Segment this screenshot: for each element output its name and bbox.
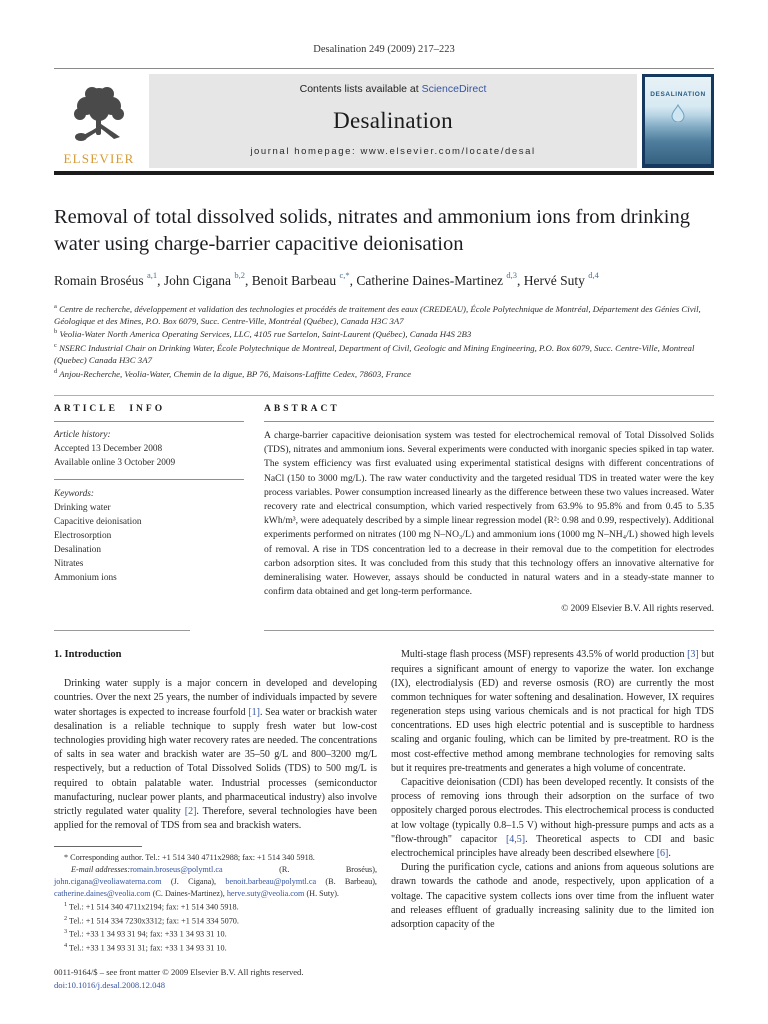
- cover-journal-title: DESALINATION: [650, 91, 706, 98]
- author: Catherine Daines-Martinez $^{d,3}$,: [356, 270, 524, 288]
- author-list: [54, 271, 714, 289]
- citation-link[interactable]: [2]: [184, 805, 197, 817]
- divider: [54, 395, 714, 396]
- email-link[interactable]: benoit.barbeau@polymtl.ca: [225, 877, 317, 887]
- imprint-footer: [54, 966, 377, 991]
- email-link[interactable]: catherine.daines@veolia.com: [54, 889, 151, 898]
- left-column: [54, 648, 377, 991]
- keyword: Electrosorption: [54, 530, 112, 541]
- affiliation: $^d$ Anjou-Recherche, Veolia-Water, Chemin de la digue, BP 76, Maisons-Laffitte Cedex, 78603, France: [54, 367, 412, 379]
- affiliation: $^c$ NSERC Industrial Chair on Drinking Water, École Polytechnique de Montreal, Department of Civil, Geologic and Mining Engineering, P.O. Box 6079, Succ. Centre-Ville, Montreal (Quebec) Canada H3C 3A7: [54, 341, 695, 366]
- journal-banner: [54, 74, 714, 168]
- divider: [54, 68, 714, 69]
- citation-link[interactable]: [4,5]: [505, 833, 526, 845]
- telephone-note: $^2$ Tel.: +1 514 334 7230x3312; fax: +1 514 334 5070.: [64, 914, 239, 926]
- author: Benoit Barbeau $^{c,*}$,: [251, 270, 357, 288]
- divider: [54, 630, 190, 631]
- author-affiliation-marker: d,4: [588, 270, 599, 281]
- homepage-label: journal homepage:: [250, 146, 361, 157]
- keyword: Nitrates: [54, 558, 84, 569]
- abstract-heading: ABSTRACT: [264, 404, 340, 415]
- email-link[interactable]: john.cigana@veoliawaterna.com: [54, 877, 162, 887]
- keywords-block: [54, 488, 252, 586]
- history-item: Available online 3 October 2009: [54, 457, 176, 468]
- affiliation: $^a$ Centre de recherche, développement et validation des technologies et procédés de traitement des eaux (CREDEAU), École Polytechnique de Montréal, Département des Génies Civil, Géologique et des Mines, P.O. Box 6079, Succ. Centre-Ville, Montréal (Québec), Canada H3C 3A7: [54, 302, 701, 326]
- keyword: Desalination: [54, 544, 101, 555]
- body-paragraph: Drinking water supply is a major concern in developed and developing countries. Over the next 25 years, the number of individuals impacted by severe water shortages is expected to increase fourfold [1]. Sea water or brackish water desalination is a reliable technique to supply fresh water but low-cost technologies providing high water recovery rates are needed. The concentrations of salts in sea water and brackish water are 35–50 g/L and 800–3200 mg/L respectively, but a reduction of Total Dissolved Solids (TDS) to 500 mg/L is required to obtain palatable water. Industrial processes (semiconductor manufacturing, nuclear power plants, and pharmaceutical industry) also involve strictly regulated water quality [2]. Therefore, several technologies have been applied for the removal of TDS from sea and brackish waters.: [54, 678, 377, 832]
- elsevier-wordmark: ELSEVIER: [63, 151, 135, 166]
- keyword: Capacitive deionisation: [54, 516, 142, 527]
- affiliation-list: [54, 302, 714, 381]
- article-history: [54, 429, 252, 471]
- doi-link[interactable]: doi:10.1016/j.desal.2008.12.048: [54, 979, 165, 990]
- water-droplet-icon: [671, 104, 685, 122]
- article-info-heading: ARTICLE INFO: [54, 404, 166, 415]
- email-link[interactable]: herve.suty@veolia.com: [226, 889, 305, 898]
- elsevier-logo: [54, 74, 144, 168]
- body-paragraph: Capacitive deionisation (CDI) has been developed recently. It consists of the process of removing ions through their adsorption on the surface of two oppositely charged porous electrodes. This electrochemical process is conducted at low voltage (typically 0.8–1.5 V) without high-pressure pumps and acts as a "flow-through" capacitor [4,5]. Theoretical aspects to CDI and basic electrochemical principles have already been described elsewhere [6].: [391, 777, 714, 859]
- journal-cover-thumbnail: [642, 74, 714, 168]
- footnotes-block: [54, 852, 377, 954]
- keyword: Ammonium ions: [54, 572, 117, 583]
- right-column: [391, 648, 714, 991]
- abstract-text: A charge-barrier capacitive deionisation system was tested for electrochemical removal of Total Dissolved Solids (TDS), nitrates and ammonium ions. Several experiments were conducted with inorganic species spiked in tap water. The system efficiency was first evaluated using experimental statistical designs with different concentrations of NaCl (150 to 3000 mg/L). The raw water conductivity and the targeted residual TDS in treated water were the key process variables. Power consumption increased linearly as the difference between these two values increased. Water recovery rate and electrical consumption, which varied respectively from 63.9% to 95.8% and from 0.45 to 5.35 kWh/m³, were adequately described by a simple linear regression model (R²: 0.98 and 0.99, respectively). Additional experiments performed on nitrates (100 mg N–NO₃/L) and ammonium ions (1000 mg N–NH₄/L) showed high levels of removal. A rise in TDS concentration led to a decrease in their removal due to the competition for electrodes carbon adsorption sites. It was concluded from this study that this technology offers an innovative alternative for demineralising water. However, assays should be conducted in natural waters and in a steady-state manner to confirm data obtained and get long-term performance.: [264, 430, 714, 598]
- affiliation: $^b$ Veolia-Water North America Operating Services, LLC, 4105 rue Sartelon, Saint-Laurent (Québec), Canada H4S 2B3: [54, 328, 472, 340]
- author-affiliation-marker: a,1: [147, 270, 158, 281]
- homepage-url-link[interactable]: www.elsevier.com/locate/desal: [360, 146, 536, 157]
- article-history-label: Article history:: [54, 430, 111, 441]
- article-info-column: [54, 404, 252, 614]
- elsevier-tree-icon: [70, 84, 128, 150]
- abstract-column: [264, 404, 714, 614]
- author: Romain Broséus $^{a,1}$,: [54, 270, 164, 288]
- telephone-note: $^3$ Tel.: +33 1 34 93 31 94; fax: +33 1 34 93 31 10.: [64, 928, 227, 939]
- journal-homepage-line: [250, 146, 535, 157]
- telephone-note: $^4$ Tel.: +33 1 34 93 31 31; fax: +33 1 34 93 31 10.: [64, 941, 227, 953]
- citation-link[interactable]: [1]: [248, 706, 260, 718]
- journal-citation: Desalination 249 (2009) 217–223: [313, 44, 455, 55]
- divider: [264, 630, 714, 631]
- contents-lists-line: [300, 83, 487, 95]
- author-affiliation-marker: c,*: [339, 270, 350, 281]
- corresponding-author-note: * Corresponding author. Tel.: +1 514 340 4711x2988; fax: +1 514 340 5918.: [64, 853, 315, 863]
- citation-link[interactable]: [6]: [656, 847, 669, 859]
- journal-masthead: [149, 74, 637, 168]
- article-body: [54, 648, 714, 991]
- section-dividers: [54, 630, 714, 631]
- body-paragraph: Multi-stage flash process (MSF) represents 43.5% of world production [3] but requires a significant amount of energy to vaporize the water. Ion exchange (IX), electrodialysis (ED) and reverse osmosis (RO) are currently the most common techniques for water softening and desalination. However, IX requires regeneration steps using various chemicals and is not practical for high TDS concentrations. ED uses high electric potential and is susceptible to hardness scaling and organic fouling, which can be limited by pre-treatment. RO is the most cost-effective method among membrane technologies for removing salts but it requires pre-treatments and generates a high volume of concentrate.: [391, 649, 715, 774]
- author-affiliation-marker: d,3: [506, 270, 517, 281]
- divider: [264, 421, 714, 422]
- section-heading-introduction: 1. Introduction: [54, 649, 122, 661]
- contents-lists-text: Contents lists available at: [299, 83, 422, 95]
- email-link[interactable]: romain.broseus@polymtl.ca: [130, 865, 223, 875]
- divider: [54, 479, 244, 480]
- copyright-line: © 2009 Elsevier B.V. All rights reserved.: [561, 604, 714, 615]
- front-matter-line: 0011-9164/$ – see front matter © 2009 Elsevier B.V. All rights reserved.: [54, 967, 304, 978]
- author: Hervé Suty $^{d,4}$: [523, 270, 599, 288]
- body-paragraph: During the purification cycle, cations and anions from aqueous solutions are drawn towards the cathode and anode, respectively, upon application of a voltage. The capacitive system collects ions over time from the influent water and releases effluent of gradually increasing salinity due to the limited ion adsorption capacity of the: [391, 862, 714, 930]
- telephone-note: $^1$ Tel.: +1 514 340 4711x2194; fax: +1 514 340 5918.: [64, 900, 239, 912]
- keywords-label: Keywords:: [54, 488, 94, 499]
- history-item: Accepted 13 December 2008: [54, 444, 163, 455]
- keyword: Drinking water: [54, 502, 111, 513]
- journal-cover-image: [645, 77, 711, 164]
- header-rule-bar: [54, 171, 714, 175]
- author: John Cigana $^{b,2}$,: [163, 270, 252, 288]
- footnote-divider: [54, 846, 142, 847]
- sciencedirect-link[interactable]: ScienceDirect: [421, 83, 487, 95]
- email-addresses-note: E-mail addresses:romain.broseus@polymtl.ca (R. Broséus), john.cigana@veoliawaterna.com (J. Cigana), benoit.barbeau@polymtl.ca (B. Barbeau), catherine.daines@veolia.com (C. Daines-Martinez), herve.suty@veolia.com (H. Suty).: [54, 865, 377, 898]
- citation-link[interactable]: [3]: [687, 649, 699, 661]
- divider: [54, 421, 244, 422]
- info-abstract-section: [54, 404, 714, 614]
- author-affiliation-marker: b,2: [234, 270, 246, 281]
- emails-label: E-mail addresses:: [71, 865, 131, 875]
- article-title: Removal of total dissolved solids, nitrates and ammonium ions from drinking water using charge-barrier capacitive deionisation: [54, 206, 691, 255]
- journal-name: Desalination: [333, 107, 453, 133]
